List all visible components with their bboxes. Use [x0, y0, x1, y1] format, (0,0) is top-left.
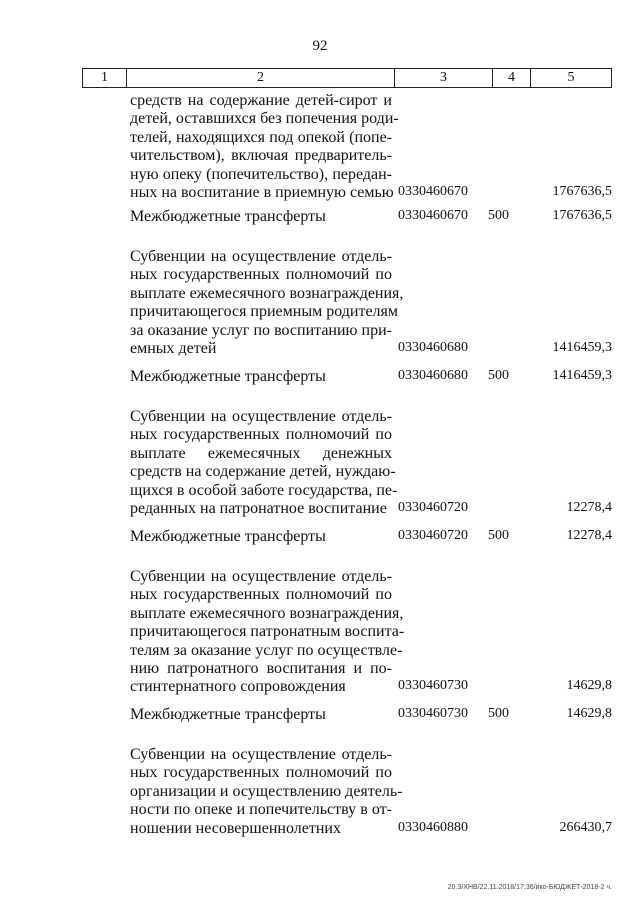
- description-line: Межбюджетные трансферты: [130, 706, 326, 723]
- description-line: выплате ежемесячных денежных: [130, 444, 392, 462]
- row-amount: 1416459,3: [552, 368, 612, 383]
- description-line: средств на содержание детей-сирот и: [130, 92, 392, 109]
- row-amount: 14629,8: [566, 678, 612, 694]
- description-line: Межбюджетные трансферты: [130, 368, 326, 385]
- row-code: 0330460730: [398, 678, 468, 694]
- row-description: [130, 248, 404, 358]
- description-line: ности по опеке и попечительству в от-: [130, 801, 392, 819]
- description-line: выплате ежемесячного вознаграждения,: [130, 604, 404, 622]
- header-col-2: 2: [127, 69, 395, 87]
- row-description: [130, 706, 392, 724]
- row-expense-type: 500: [488, 706, 509, 721]
- description-line: телям за оказание услуг по осуществле-: [130, 641, 403, 659]
- table-header: [82, 68, 612, 88]
- description-line: емных детей: [130, 340, 217, 358]
- row-amount: 1416459,3: [552, 340, 612, 355]
- row-description: [130, 408, 398, 518]
- description-line: чительством), включая предваритель-: [130, 147, 392, 165]
- description-line: выплате ежемесячного вознаграждения,: [130, 284, 404, 302]
- description-line: причитающегося патронатным воспита-: [130, 623, 405, 641]
- description-line: Межбюджетные трансферты: [130, 208, 326, 225]
- row-amount: 12278,4: [566, 528, 612, 543]
- description-line: причитающегося приемным родителям: [130, 303, 399, 321]
- description-line: ных государственных полномочий по: [130, 586, 392, 604]
- header-col-5: 5: [567, 70, 575, 85]
- description-line: Субвенции на осуществление отдель-: [130, 568, 392, 585]
- description-line: ную опеку (попечительство), передан-: [130, 165, 392, 183]
- row-description: [130, 746, 403, 838]
- row-code: 0330460720: [398, 500, 468, 515]
- row-code: 0330460670: [398, 208, 468, 223]
- row-code: 0330460670: [398, 184, 468, 199]
- row-code: 0330460730: [398, 706, 468, 721]
- description-line: ных государственных полномочий по: [130, 764, 392, 782]
- row-amount: 1767636,5: [552, 184, 612, 199]
- row-code: 0330460880: [398, 819, 468, 835]
- description-line: Субвенции на осуществление отдель-: [130, 408, 392, 425]
- row-code: 0330460720: [398, 528, 468, 543]
- description-line: телей, находящихся под опекой (попе-: [130, 128, 392, 146]
- row-amount: 12278,4: [566, 500, 612, 515]
- row-code: 0330460680: [398, 340, 468, 355]
- row-code: 0330460680: [398, 368, 468, 383]
- description-line: организации и осуществлению деятель-: [130, 782, 403, 800]
- description-line: нию патронатного воспитания и по-: [130, 660, 392, 678]
- description-line: средств на содержание детей, нуждаю-: [130, 463, 396, 481]
- description-line: за оказание услуг по воспитанию при-: [130, 321, 392, 339]
- description-line: ношении несовершеннолетних: [130, 819, 341, 837]
- row-description: [130, 92, 399, 202]
- description-line: щихся в особой заботе государства, пе-: [130, 481, 398, 499]
- row-amount: 14629,8: [566, 706, 612, 721]
- description-line: Субвенции на осуществление отдель-: [130, 248, 392, 265]
- row-description: [130, 208, 392, 226]
- header-col-4: 4: [493, 69, 531, 87]
- row-expense-type: 500: [488, 368, 509, 383]
- page-number: 92: [312, 38, 328, 54]
- description-line: реданных на патронатное воспитание: [130, 500, 387, 518]
- description-line: стинтернатного сопровождения: [130, 678, 346, 696]
- row-description: [130, 568, 405, 697]
- row-description: [130, 528, 392, 546]
- description-line: Субвенции на осуществление отдель-: [130, 746, 392, 763]
- header-col-1: 1: [83, 69, 127, 87]
- row-amount: 266430,7: [559, 819, 612, 835]
- row-expense-type: 500: [488, 528, 509, 543]
- header-col-3: 3: [395, 69, 493, 87]
- description-line: ных на воспитание в приемную семью: [130, 184, 394, 202]
- row-amount: 1767636,5: [552, 208, 612, 223]
- row-description: [130, 368, 392, 386]
- footer-stamp: 20.3/ХНВ/22.11.2018/17:36/ико-БЮДЖЕТ-2018-2 ч.: [447, 884, 612, 891]
- description-line: ных государственных полномочий по: [130, 266, 392, 284]
- description-line: ных государственных полномочий по: [130, 426, 392, 444]
- row-expense-type: 500: [488, 208, 509, 223]
- description-line: Межбюджетные трансферты: [130, 528, 326, 545]
- description-line: детей, оставшихся без попечения роди-: [130, 110, 399, 128]
